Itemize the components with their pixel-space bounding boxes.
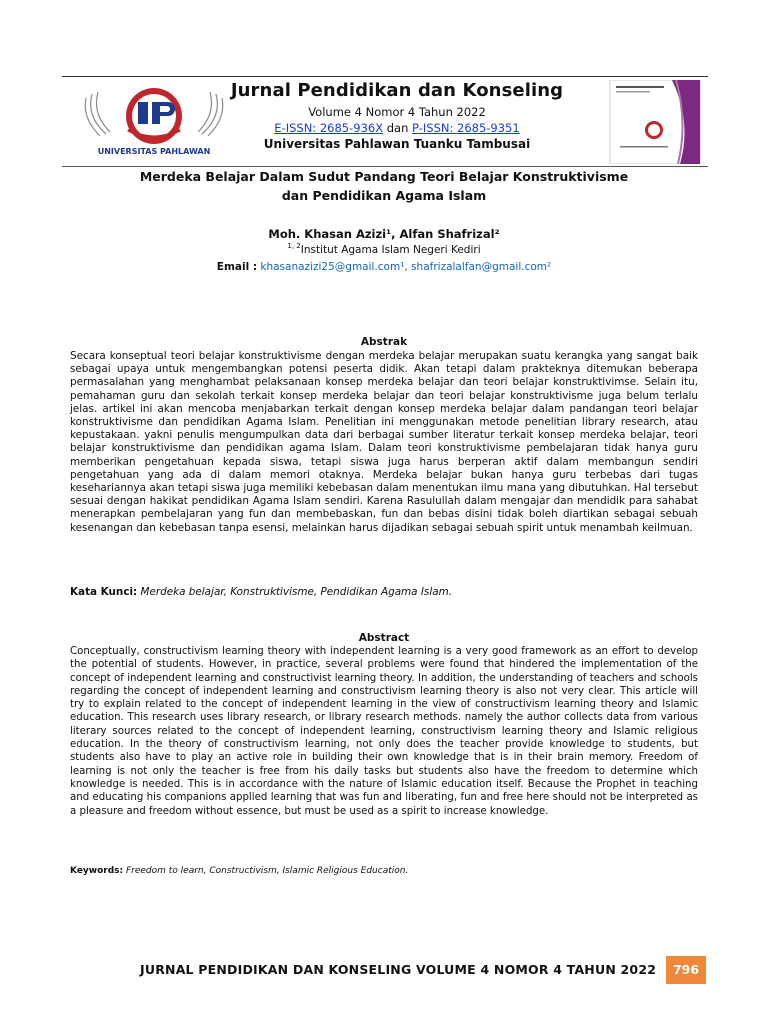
header-top-rule: [62, 76, 708, 77]
article-title-line-1: Merdeka Belajar Dalam Sudut Pandang Teori Belajar Konstruktivisme: [139, 169, 629, 184]
article-title-line-2: dan Pendidikan Agama Islam: [281, 188, 487, 203]
university-name: Universitas Pahlawan Tuanku Tambusai: [263, 137, 531, 151]
article-authors: Moh. Khasan Azizi¹, Alfan Shafrizal²: [268, 227, 500, 241]
eissn-link[interactable]: E-ISSN: 2685-936X: [274, 121, 384, 135]
logo-text: UNIVERSITAS PAHLAWAN: [97, 147, 211, 156]
kata-kunci-terms: Merdeka belajar, Konstruktivisme, Pendidikan Agama Islam.: [137, 586, 453, 598]
journal-header: [230, 80, 564, 151]
keywords-label: Keywords:: [70, 866, 124, 876]
author-affiliation: [80, 244, 688, 256]
keywords-terms: Freedom to learn, Constructivism, Islamic Religious Education.: [123, 866, 409, 876]
affiliation-superscript: 1, 2: [287, 242, 301, 250]
university-logo: [78, 84, 230, 164]
journal-title: Jurnal Pendidikan dan Konseling: [230, 80, 564, 101]
journal-volume: Volume 4 Nomor 4 Tahun 2022: [308, 105, 486, 119]
email-label: Email :: [216, 261, 258, 273]
page-number-badge: 796: [666, 956, 706, 984]
footer-journal-info: JURNAL PENDIDIKAN DAN KONSELING VOLUME 4 NOMOR 4 TAHUN 2022: [140, 962, 657, 977]
abstrak-heading: Abstrak: [360, 336, 408, 348]
journal-cover-image: [606, 80, 704, 164]
abstract-heading: Abstract: [358, 632, 410, 644]
pissn-link[interactable]: P-ISSN: 2685-9351: [412, 121, 520, 135]
email-addresses[interactable]: khasanazizi25@gmail.com¹, shafrizalalfan@gmail.com²: [260, 261, 552, 273]
kata-kunci-label: Kata Kunci:: [70, 586, 138, 598]
issn-separator: dan: [383, 121, 413, 135]
keywords: [70, 866, 698, 876]
kata-kunci: [70, 586, 698, 598]
journal-issn: [230, 121, 564, 135]
abstrak-body: Secara konseptual teori belajar konstruktivisme dengan merdeka belajar merupakan suatu kerangka yang sangat baik sebagai upaya untuk mengembangkan potensi peserta didik. Akan tetapi dalam prakteknya ditemukan beberapa permasalahan yang menghambat pelaksanaan konsep merdeka belajar dan teori belajar konstruktivimse. Selain itu, pemahaman guru dan sekolah terkait konsep merdeka belajar dan teori belajar konstruktivisme juga belum terlalu jelas. artikel ini akan mencoba menjabarkan terkait dengan konsep merdeka belajar dalam pandangan teori belajar konstruktivisme dan pendidikan Agama Islam. Penelitian ini menggunakan metode penelitian library research, atau kepustakaan. yakni penulis mengumpulkan data dari berbagai sumber literatur terkait konsep merdeka belajar, teori belajar konstruktivisme dan pendidikan agama Islam. Dalam teori konstruktivisme pembelajaran tidak hanya guru memberikan pengetahuan kepada siswa, tetapi siswa juga harus berperan aktif dalam membangun sendiri pengetahuan yang ada di dalam memori otaknya. Merdeka belajar bukan hanya guru terbebas dari tugas kesehariannya akan tetapi siswa juga memiliki kebebasan dalam menentukan ilmu mana yang dibutuhkan. Hal tersebut sesuai dengan hakikat pendidikan Agama Islam sendiri. Karena Rasulullah dalam mengajar dan mendidik para sahabat menerapkan pembelajaran yang fun dan membebaskan, fun dan bebas disini tidak boleh diartikan sebagai sebuah kesenangan dan kebebasan tanpa esensi, melainkan harus dijadikan sebagai sebuah spirit untuk menambah keilmuan.: [70, 350, 698, 534]
abstract-body: Conceptually, constructivism learning theory with independent learning is a very good framework as an effort to develop the potential of students. However, in practice, several problems were found that hindered the implementation of the concept of independent learning and constructivist learning theory. In addition, the understanding of teachers and schools regarding the concept of independent learning and constructivism learning theory is also not very clear. This article will try to explain related to the concept of independent learning in the view of constructivism learning theory and Islamic education. This research uses library research, or library research methods. namely the author collects data from various literary sources related to the concept of independent learning, constructivism learning theory and Islamic religious education. In the theory of constructivism learning, not only does the teacher provide knowledge to students, but students also have to play an active role in building their own knowledge that is in their brain memory. Freedom of learning is not only the teacher is free from his daily tasks but students also have the freedom to determine which knowledge is needed. This is in accordance with the nature of Islamic education itself. Because the Prophet in teaching and educating his companions applied learning that was fun and liberating, fun and free here should not be interpreted as a pleasure and freedom without essence, but must be used as a spirit to increase knowledge.: [70, 646, 698, 817]
affiliation-text: Institut Agama Islam Negeri Kediri: [300, 244, 481, 256]
article-title: [80, 167, 688, 205]
author-emails: [80, 261, 688, 273]
